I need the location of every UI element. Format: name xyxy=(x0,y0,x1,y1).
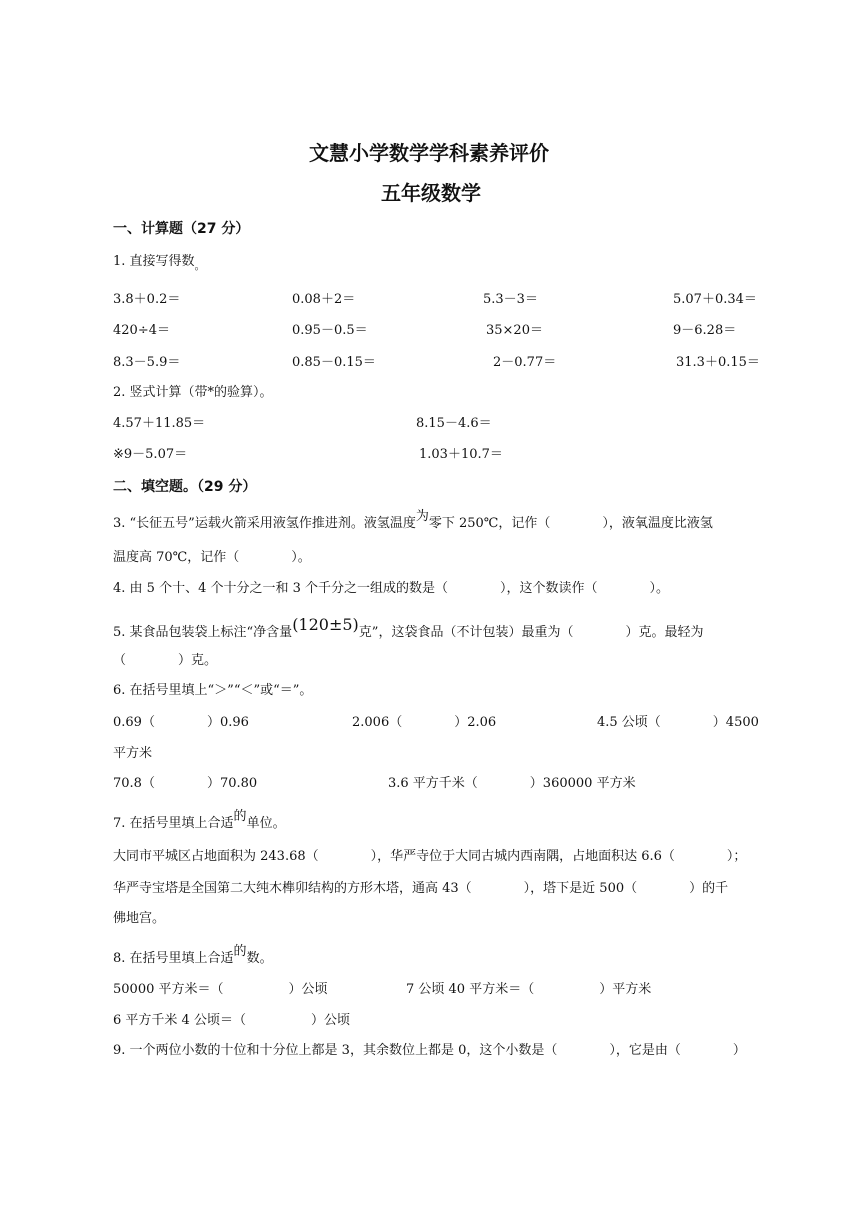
q2-item: 1.03＋10.7＝ xyxy=(419,447,503,462)
page-subtitle: 五年级数学 xyxy=(381,181,481,205)
q7-line: 华严寺宝塔是全国第二大纯木榫卯结构的方形木塔，通高 43（ ），塔下是近 500（ ）的千 xyxy=(113,881,729,896)
q6-label: 6. 在括号里填上“＞”“＜”或“＝”。 xyxy=(113,683,313,698)
q2-item: 4.57＋11.85＝ xyxy=(113,416,206,431)
q1-item: 2－0.77＝ xyxy=(493,355,557,370)
q8-item: 6 平方千米 4 公顷＝（ ）公顷 xyxy=(113,1013,350,1028)
q6-item: 70.8（ ）70.80 xyxy=(113,776,258,791)
q1-item: 8.3－5.9＝ xyxy=(113,355,181,370)
q1-item: 420÷4＝ xyxy=(113,323,170,338)
q2-item: 8.15－4.6＝ xyxy=(416,416,492,431)
q7-label: 7. 在括号里填上合适的单位。 xyxy=(113,809,286,831)
q2-label: 2. 竖式计算（带*的验算）。 xyxy=(113,385,273,400)
q1-label: 1. 直接写得数$_。$ xyxy=(113,254,206,272)
q3-line: 3. “长征五号”运载火箭采用液氢作推进剂。液氢温度为零下 250℃，记作（ ），液氧温度比液氢 xyxy=(113,509,713,531)
q4-line: 4. 由 5 个十、4 个十分之一和 3 个千分之一组成的数是（ ），这个数读作（ ）。 xyxy=(113,581,670,596)
q1-item: 3.8＋0.2＝ xyxy=(113,292,181,307)
q5-line: （ ）克。 xyxy=(113,653,218,668)
q6-item: 4.5 公顷（ ）4500 xyxy=(597,715,759,730)
q7-line: 佛地宫。 xyxy=(113,911,166,926)
q1-item: 35×20＝ xyxy=(486,323,543,338)
q6-item: 3.6 平方千米（ ）360000 平方米 xyxy=(388,776,636,791)
q5-line: 5. 某食品包装袋上标注“净含量(120±5)克”，这袋食品（不计包装）最重为（ ）克。最轻为 xyxy=(113,615,704,640)
q8-item: 7 公顷 40 平方米＝（ ）平方米 xyxy=(406,982,652,997)
page-title: 文慧小学数学学科素养评价 xyxy=(309,141,549,165)
q2-item: ※9－5.07＝ xyxy=(113,447,188,462)
q1-item: 0.85－0.15＝ xyxy=(292,355,376,370)
q3-line: 温度高 70℃，记作（ ）。 xyxy=(113,550,311,565)
q1-item: 31.3＋0.15＝ xyxy=(676,355,760,370)
q8-item: 50000 平方米＝（ ）公顷 xyxy=(113,982,328,997)
q1-item: 5.07＋0.34＝ xyxy=(673,292,757,307)
q1-item: 9－6.28＝ xyxy=(673,323,737,338)
q6-item: 0.69（ ）0.96 xyxy=(113,715,249,730)
quantity-expression: (120±5) xyxy=(292,615,359,634)
section-heading: 二、填空题。（29 分） xyxy=(113,479,257,495)
q1-item: 5.3－3＝ xyxy=(483,292,538,307)
q6-item: 平方米 xyxy=(113,746,153,761)
q6-item: 2.006（ ）2.06 xyxy=(352,715,497,730)
q1-item: 0.08＋2＝ xyxy=(292,292,356,307)
q1-item: 0.95－0.5＝ xyxy=(292,323,368,338)
q9-line: 9. 一个两位小数的十位和十分位上都是 3，其余数位上都是 0，这个小数是（ ），它是由（ ） xyxy=(113,1043,746,1058)
q7-line: 大同市平城区占地面积为 243.68（ ），华严寺位于大同古城内西南隅，占地面积达 6.6（ ）； xyxy=(113,849,747,864)
section-heading: 一、计算题（27 分） xyxy=(113,221,250,237)
q8-label: 8. 在括号里填上合适的数。 xyxy=(113,944,273,966)
